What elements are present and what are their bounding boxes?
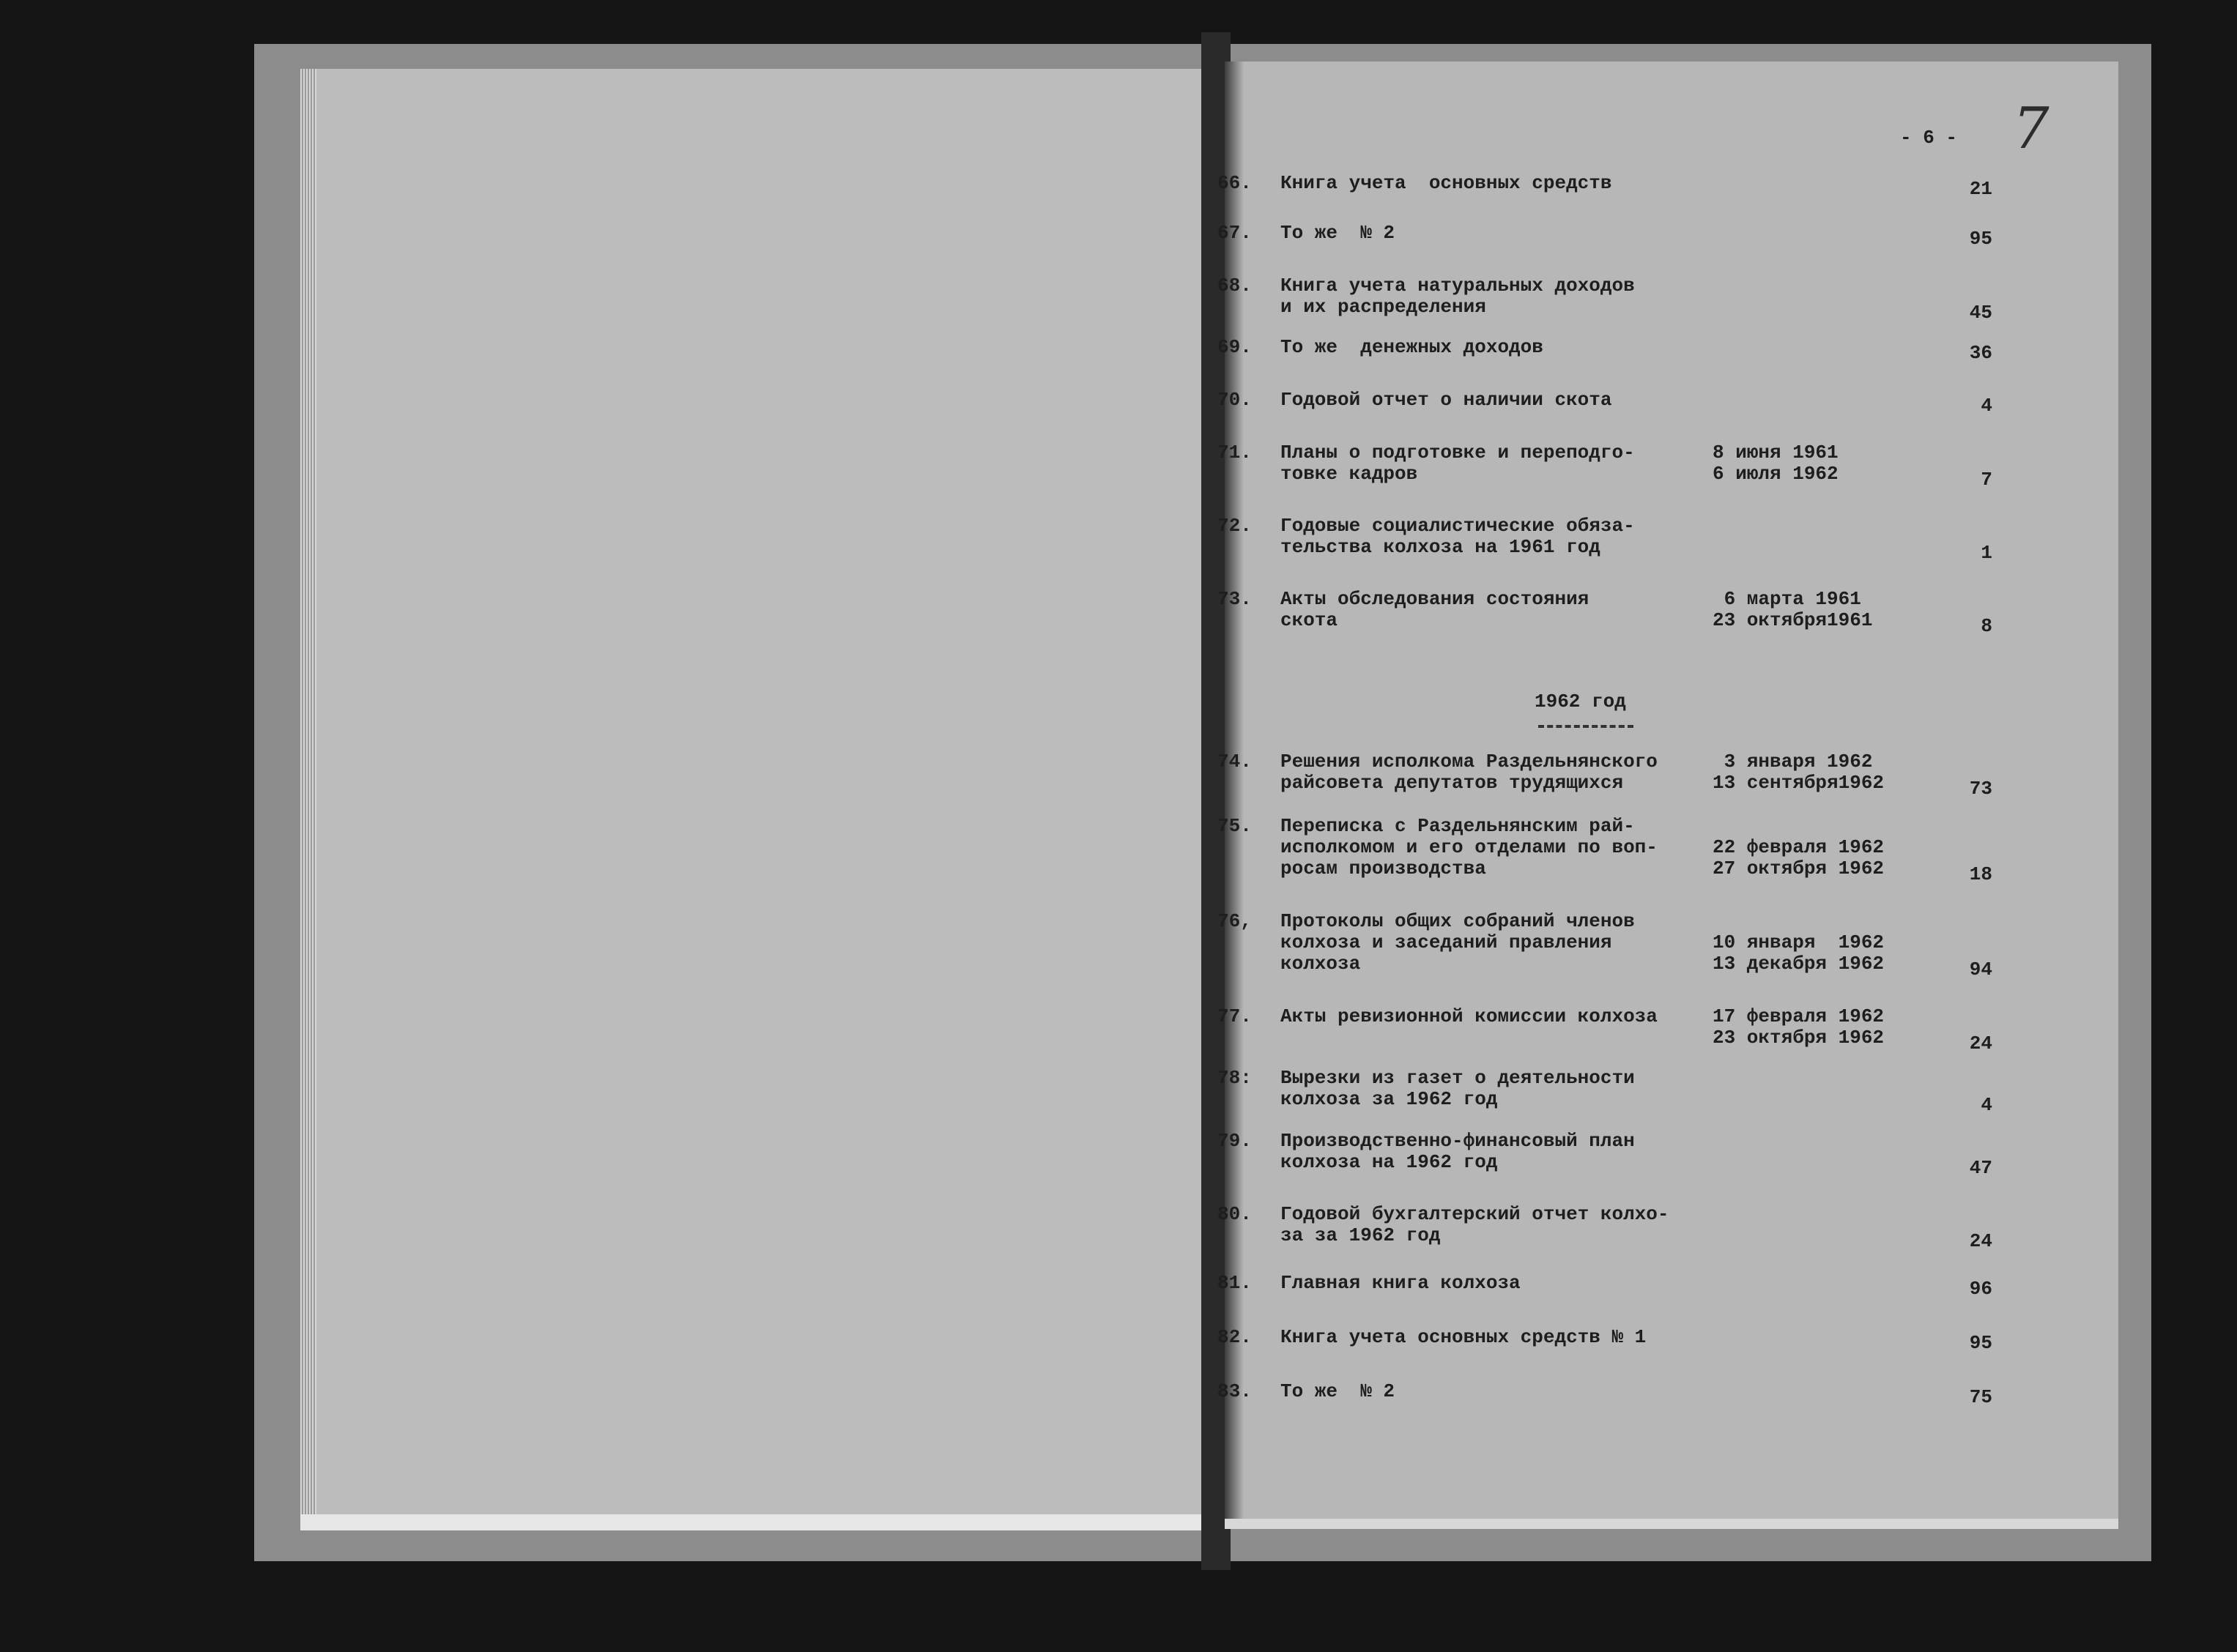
page-number: - 6 - — [1900, 127, 1958, 149]
entry-title: Вырезки из газет о деятельности колхоза за 1962 год — [1280, 1067, 1635, 1110]
entry-title: То же денежных доходов — [1280, 336, 1543, 358]
entry-sheet-count: 94 — [1969, 959, 1992, 981]
entry-sheet-count: 18 — [1969, 863, 1992, 885]
entry-number: 73. — [1217, 588, 1252, 610]
entry-number: 74. — [1217, 751, 1252, 773]
entry-sheet-count: 7 — [1981, 469, 1992, 491]
entry-dates: 8 июня 1961 6 июля 1962 — [1713, 442, 1839, 485]
entry-title: Книга учета основных средств № 1 — [1280, 1326, 1647, 1348]
entry-title: Решения исполкома Раздельнянского райсовета депутатов трудящихся — [1280, 751, 1658, 794]
entry-sheet-count: 21 — [1969, 178, 1992, 200]
entry-number: 77. — [1217, 1005, 1252, 1027]
entry-sheet-count: 96 — [1969, 1278, 1992, 1300]
entry-title: Главная книга колхоза — [1280, 1272, 1521, 1294]
entry-number: 66. — [1217, 172, 1252, 194]
entry-title: Планы о подготовке и переподго- товке кадров — [1280, 442, 1635, 485]
entry-sheet-count: 75 — [1969, 1386, 1992, 1408]
entry-sheet-count: 1 — [1981, 542, 1992, 564]
section-heading-1962: 1962 год — [1535, 691, 1626, 712]
heading-underline — [1538, 725, 1633, 728]
entry-sheet-count: 24 — [1969, 1032, 1992, 1054]
entry-sheet-count: 36 — [1969, 342, 1992, 364]
entry-number: 79. — [1217, 1130, 1252, 1152]
entry-sheet-count: 4 — [1981, 395, 1992, 417]
entry-number: 68. — [1217, 275, 1252, 297]
entry-number: 72. — [1217, 515, 1252, 537]
entry-title: Книга учета основных средств — [1280, 172, 1612, 194]
entry-title: Протоколы общих собраний членов колхоза и заседаний правления колхоза — [1280, 910, 1635, 975]
entry-title: То же № 2 — [1280, 222, 1395, 244]
entry-title: Годовые социалистические обяза- тельства колхоза на 1961 год — [1280, 515, 1635, 558]
entry-sheet-count: 4 — [1981, 1094, 1992, 1116]
entry-sheet-count: 24 — [1969, 1230, 1992, 1252]
entry-dates: 22 февраля 1962 27 октября 1962 — [1713, 836, 1885, 879]
entry-number: 75. — [1217, 815, 1252, 837]
entry-sheet-count: 45 — [1969, 302, 1992, 324]
entry-title: Акты ревизионной комиссии колхоза — [1280, 1005, 1658, 1027]
entry-number: 71. — [1217, 442, 1252, 464]
entry-number: 83. — [1217, 1380, 1252, 1402]
entry-number: 81. — [1217, 1272, 1252, 1294]
entry-dates: 17 февраля 1962 23 октября 1962 — [1713, 1005, 1885, 1049]
entry-sheet-count: 73 — [1969, 778, 1992, 800]
entry-number: 70. — [1217, 389, 1252, 411]
entry-number: 82. — [1217, 1326, 1252, 1348]
entry-title: То же № 2 — [1280, 1380, 1395, 1402]
entry-dates: 3 января 1962 13 сентября1962 — [1713, 751, 1885, 794]
entry-number: 78: — [1217, 1067, 1252, 1089]
handwritten-folio-number: 7 — [2013, 96, 2049, 162]
entry-sheet-count: 8 — [1981, 615, 1992, 637]
entry-number: 67. — [1217, 222, 1252, 244]
entry-title: Книга учета натуральных доходов и их распределения — [1280, 275, 1635, 318]
entry-sheet-count: 47 — [1969, 1157, 1992, 1179]
entry-number: 80. — [1217, 1203, 1252, 1225]
entry-dates: 10 января 1962 13 декабря 1962 — [1713, 931, 1885, 975]
entry-title: Производственно-финансовый план колхоза на 1962 год — [1280, 1130, 1635, 1173]
entry-title: Акты обследования состояния скота — [1280, 588, 1589, 631]
entry-number: 69. — [1217, 336, 1252, 358]
entry-sheet-count: 95 — [1969, 1332, 1992, 1354]
entry-dates: 6 марта 1961 23 октября1961 — [1713, 588, 1873, 631]
entry-number: 76, — [1217, 910, 1252, 932]
entry-title: Годовой бухгалтерский отчет колхо- за за 1962 год — [1280, 1203, 1669, 1246]
entry-title: Переписка с Раздельнянским рай- исполкомом и его отделами по воп- росам производства — [1280, 815, 1658, 879]
entry-title: Годовой отчет о наличии скота — [1280, 389, 1612, 411]
entry-sheet-count: 95 — [1969, 228, 1992, 250]
